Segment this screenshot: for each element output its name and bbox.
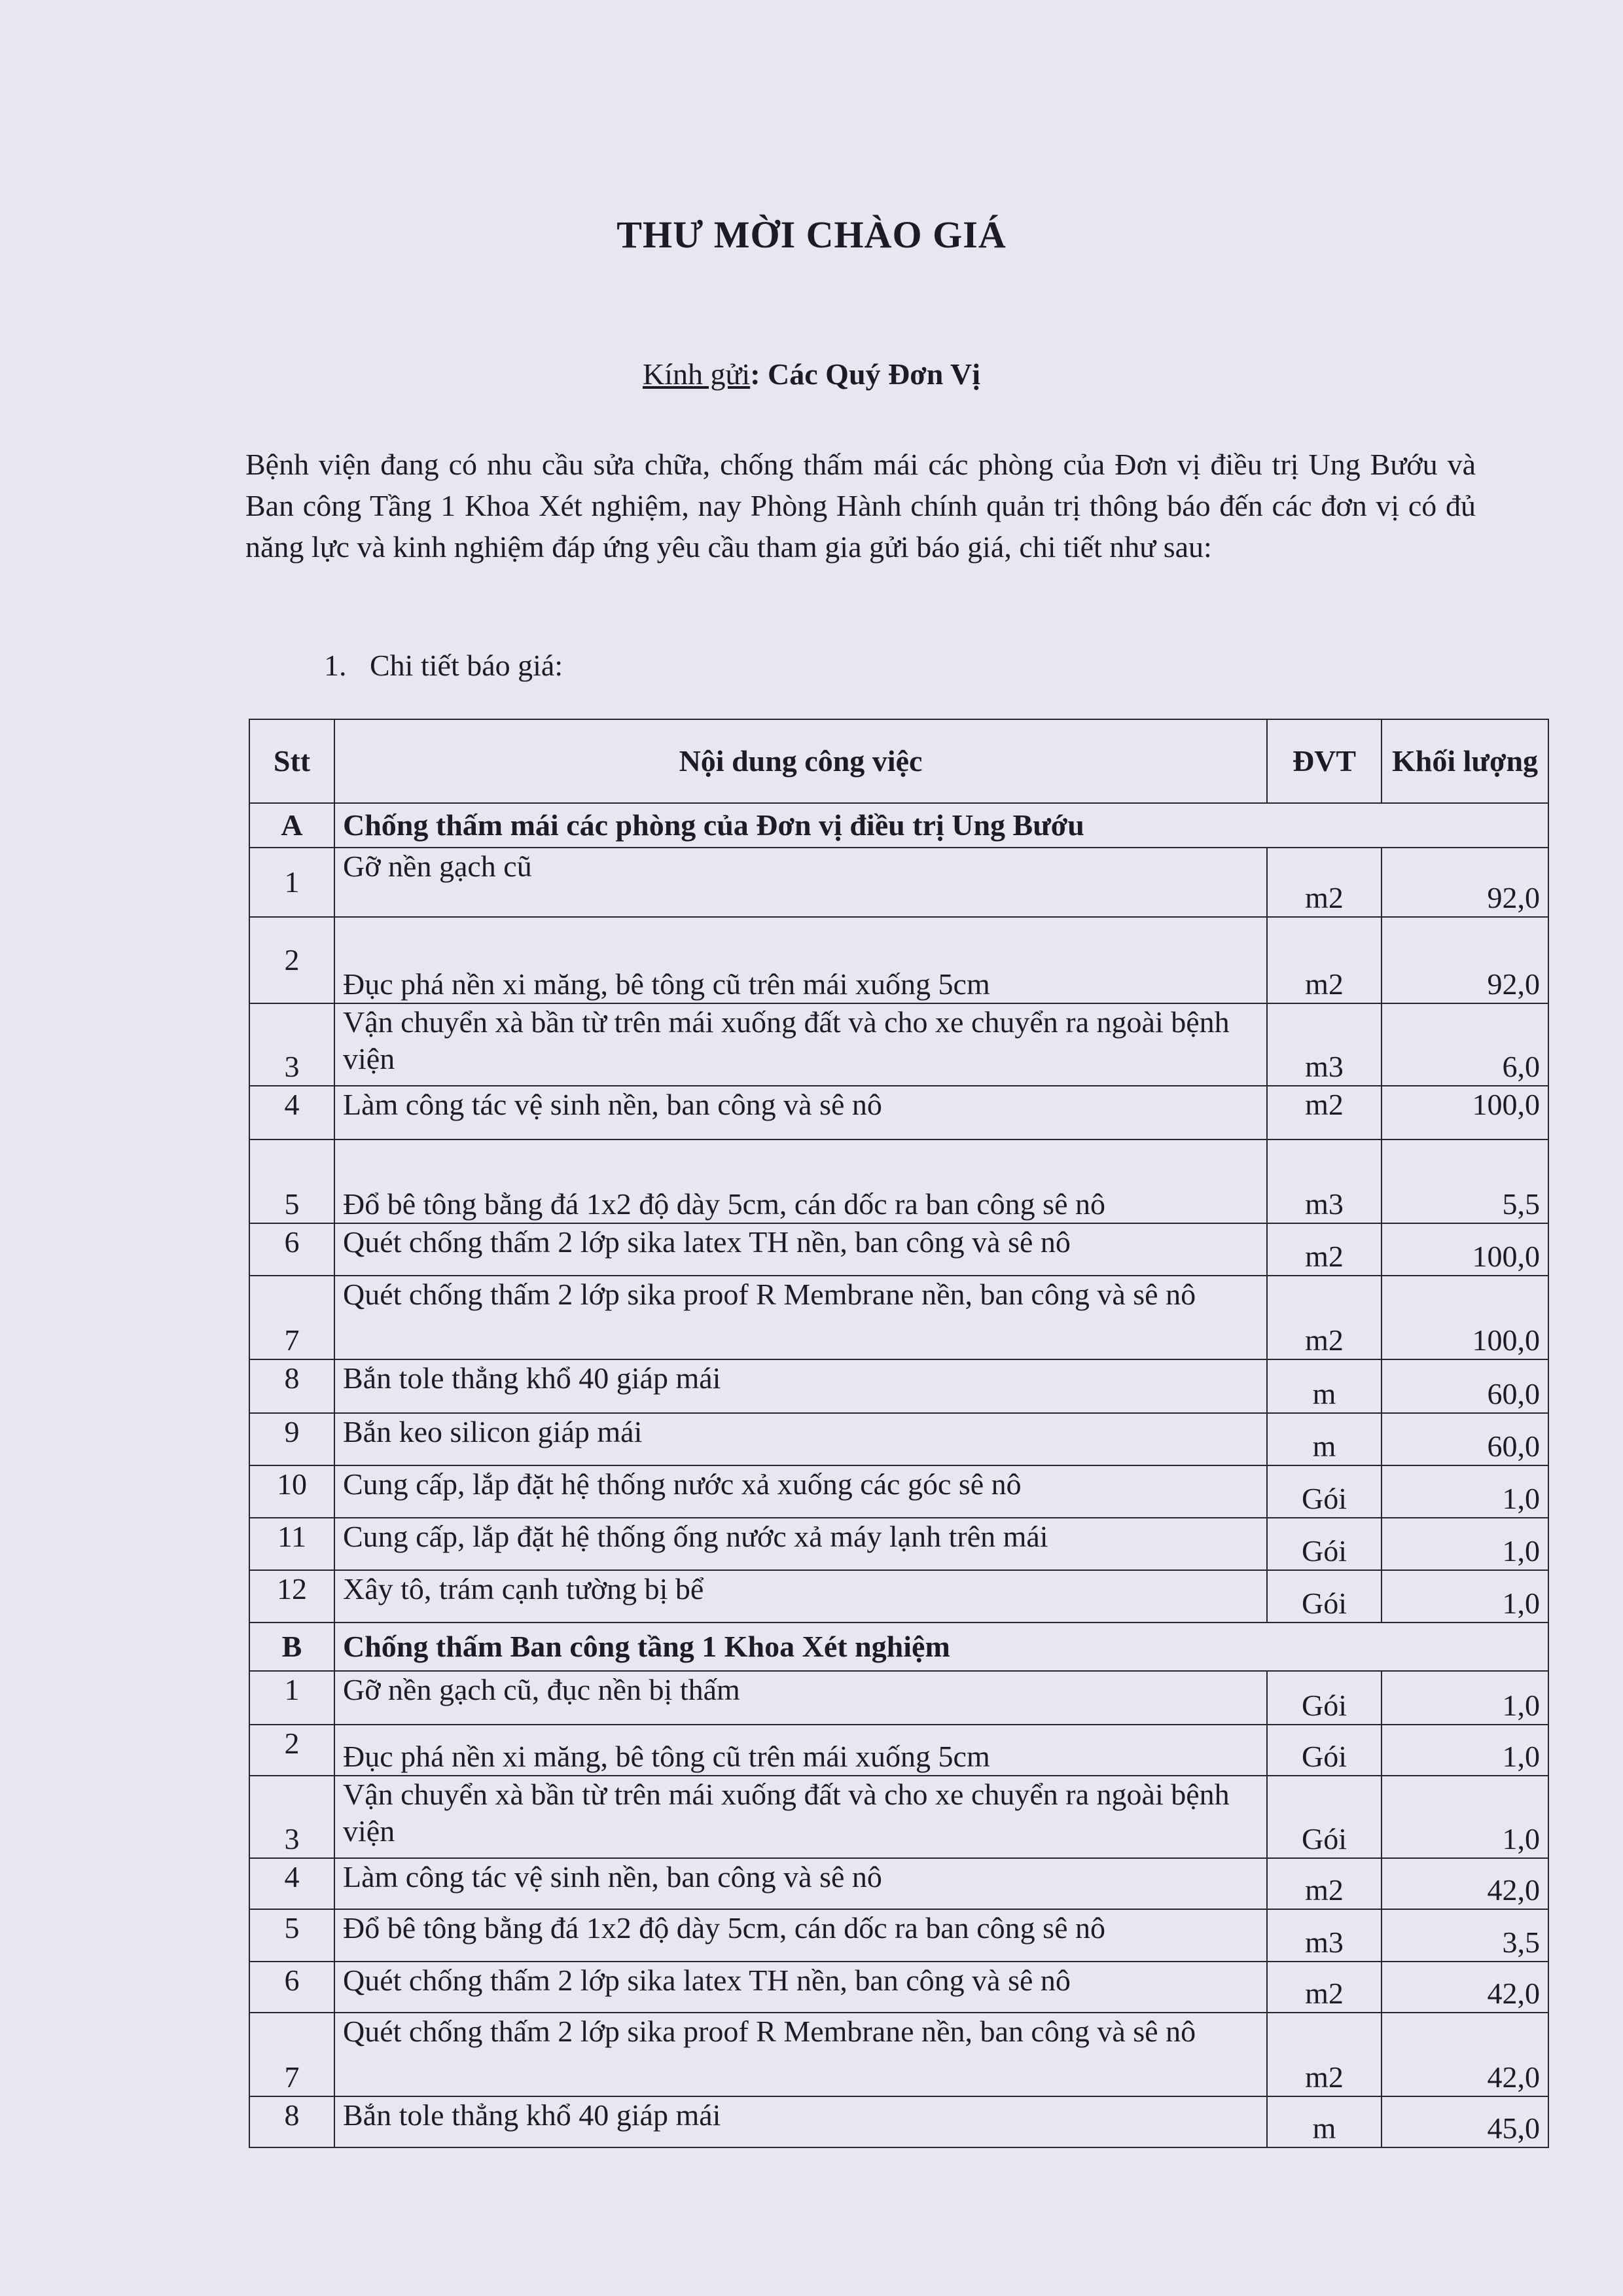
row-description: Quét chống thấm 2 lớp sika proof R Membrane nền, ban công và sê nô <box>334 2013 1267 2096</box>
row-quantity: 1,0 <box>1382 1465 1548 1518</box>
document-title: THƯ MỜI CHÀO GIÁ <box>616 213 1007 256</box>
row-stt: 3 <box>249 1003 334 1086</box>
row-stt: 5 <box>249 1909 334 1962</box>
row-stt: 9 <box>249 1413 334 1465</box>
table-row <box>249 1223 1548 1276</box>
group-row-b <box>249 1623 1548 1671</box>
row-unit: m2 <box>1267 1276 1382 1359</box>
row-quantity: 42,0 <box>1382 2013 1548 2096</box>
row-description: Gỡ nền gạch cũ, đục nền bị thấm <box>334 1671 1267 1725</box>
row-description: Bắn keo silicon giáp mái <box>334 1413 1267 1465</box>
row-unit: Gói <box>1267 1725 1382 1776</box>
table-row <box>249 1858 1548 1909</box>
row-description: Đổ bê tông bằng đá 1x2 độ dày 5cm, cán dốc ra ban công sê nô <box>334 1909 1267 1962</box>
row-stt: 2 <box>249 917 334 1003</box>
table-row <box>249 1276 1548 1359</box>
table-row <box>249 1518 1548 1570</box>
row-quantity: 1,0 <box>1382 1518 1548 1570</box>
group-title: Chống thấm Ban công tầng 1 Khoa Xét nghiệm <box>334 1623 1548 1671</box>
row-unit: m <box>1267 1413 1382 1465</box>
intro-paragraph: Bệnh viện đang có nhu cầu sửa chữa, chống thấm mái các phòng của Đơn vị điều trị Ung Bướu và Ban công Tầng 1 Khoa Xét nghiệm, nay Phòng Hành chính quản trị thông báo đến các đơn vị có đủ năng lực và kinh nghiệm đáp ứng yêu cầu tham gia gửi báo giá, chi tiết như sau: <box>245 448 1476 564</box>
row-quantity: 1,0 <box>1382 1671 1548 1725</box>
row-quantity: 1,0 <box>1382 1776 1548 1858</box>
row-unit: Gói <box>1267 1465 1382 1518</box>
greeting-prefix: Kính gửi <box>643 357 751 391</box>
row-quantity: 45,0 <box>1382 2096 1548 2147</box>
row-unit: Gói <box>1267 1518 1382 1570</box>
row-description: Vận chuyển xà bần từ trên mái xuống đất và cho xe chuyển ra ngoài bệnh viện <box>334 1776 1267 1858</box>
group-code: A <box>249 803 334 848</box>
table-row <box>249 1465 1548 1518</box>
row-unit: m3 <box>1267 1003 1382 1086</box>
quotation-table <box>249 719 1549 2148</box>
row-unit: m <box>1267 2096 1382 2147</box>
row-quantity: 3,5 <box>1382 1909 1548 1962</box>
row-unit: m <box>1267 1359 1382 1413</box>
row-stt: 6 <box>249 1223 334 1276</box>
header-unit: ĐVT <box>1267 719 1382 803</box>
section-heading <box>324 648 563 683</box>
row-stt: 12 <box>249 1570 334 1623</box>
row-stt: 8 <box>249 2096 334 2147</box>
row-quantity: 42,0 <box>1382 1962 1548 2013</box>
row-description: Bắn tole thẳng khổ 40 giáp mái <box>334 2096 1267 2147</box>
table-row <box>249 2096 1548 2147</box>
row-quantity: 42,0 <box>1382 1858 1548 1909</box>
row-quantity: 92,0 <box>1382 848 1548 917</box>
row-unit: m3 <box>1267 1139 1382 1223</box>
row-stt: 1 <box>249 848 334 917</box>
header-stt: Stt <box>249 719 334 803</box>
table-row <box>249 848 1548 917</box>
row-stt: 8 <box>249 1359 334 1413</box>
table-row <box>249 1359 1548 1413</box>
row-description: Đục phá nền xi măng, bê tông cũ trên mái xuống 5cm <box>334 1725 1267 1776</box>
row-description: Quét chống thấm 2 lớp sika latex TH nền, ban công và sê nô <box>334 1223 1267 1276</box>
row-quantity: 1,0 <box>1382 1570 1548 1623</box>
table-row <box>249 1962 1548 2013</box>
row-stt: 6 <box>249 1962 334 2013</box>
greeting-line <box>0 357 1623 391</box>
row-unit: m2 <box>1267 2013 1382 2096</box>
row-stt: 7 <box>249 2013 334 2096</box>
section-number: 1. <box>324 649 347 682</box>
row-quantity: 6,0 <box>1382 1003 1548 1086</box>
row-description: Cung cấp, lắp đặt hệ thống ống nước xả máy lạnh trên mái <box>334 1518 1267 1570</box>
row-description: Cung cấp, lắp đặt hệ thống nước xả xuống các góc sê nô <box>334 1465 1267 1518</box>
row-quantity: 100,0 <box>1382 1276 1548 1359</box>
row-description: Vận chuyển xà bần từ trên mái xuống đất và cho xe chuyển ra ngoài bệnh viện <box>334 1003 1267 1086</box>
row-description: Làm công tác vệ sinh nền, ban công và sê nô <box>334 1858 1267 1909</box>
table-row <box>249 2013 1548 2096</box>
header-quantity: Khối lượng <box>1382 719 1548 803</box>
table-header-row <box>249 719 1548 803</box>
row-unit: m2 <box>1267 1962 1382 2013</box>
row-stt: 11 <box>249 1518 334 1570</box>
row-unit: m2 <box>1267 1086 1382 1139</box>
row-description: Gỡ nền gạch cũ <box>334 848 1267 917</box>
row-unit: m2 <box>1267 848 1382 917</box>
row-unit: Gói <box>1267 1776 1382 1858</box>
group-title: Chống thấm mái các phòng của Đơn vị điều trị Ung Bướu <box>334 803 1548 848</box>
row-unit: m3 <box>1267 1909 1382 1962</box>
row-stt: 7 <box>249 1276 334 1359</box>
row-unit: m2 <box>1267 1858 1382 1909</box>
table-row <box>249 1725 1548 1776</box>
table-row <box>249 1139 1548 1223</box>
row-stt: 2 <box>249 1725 334 1776</box>
table-row <box>249 1003 1548 1086</box>
row-quantity: 1,0 <box>1382 1725 1548 1776</box>
row-description: Quét chống thấm 2 lớp sika latex TH nền, ban công và sê nô <box>334 1962 1267 2013</box>
row-description: Đục phá nền xi măng, bê tông cũ trên mái xuống 5cm <box>334 917 1267 1003</box>
table-row <box>249 1086 1548 1139</box>
group-code: B <box>249 1623 334 1671</box>
group-row-a <box>249 803 1548 848</box>
row-quantity: 60,0 <box>1382 1359 1548 1413</box>
table-row <box>249 1671 1548 1725</box>
table-row <box>249 1413 1548 1465</box>
row-stt: 4 <box>249 1858 334 1909</box>
row-quantity: 92,0 <box>1382 917 1548 1003</box>
row-quantity: 100,0 <box>1382 1086 1548 1139</box>
row-description: Làm công tác vệ sinh nền, ban công và sê nô <box>334 1086 1267 1139</box>
greeting-recipient: : Các Quý Đơn Vị <box>750 357 980 391</box>
row-stt: 4 <box>249 1086 334 1139</box>
row-quantity: 5,5 <box>1382 1139 1548 1223</box>
row-description: Quét chống thấm 2 lớp sika proof R Membrane nền, ban công và sê nô <box>334 1276 1267 1359</box>
row-stt: 1 <box>249 1671 334 1725</box>
table-row <box>249 917 1548 1003</box>
header-description: Nội dung công việc <box>334 719 1267 803</box>
row-stt: 10 <box>249 1465 334 1518</box>
row-quantity: 100,0 <box>1382 1223 1548 1276</box>
row-quantity: 60,0 <box>1382 1413 1548 1465</box>
section-label: Chi tiết báo giá: <box>370 649 563 682</box>
row-unit: m2 <box>1267 917 1382 1003</box>
table-row <box>249 1909 1548 1962</box>
row-unit: Gói <box>1267 1671 1382 1725</box>
table-row <box>249 1776 1548 1858</box>
row-stt: 5 <box>249 1139 334 1223</box>
row-description: Xây tô, trám cạnh tường bị bể <box>334 1570 1267 1623</box>
row-unit: Gói <box>1267 1570 1382 1623</box>
row-stt: 3 <box>249 1776 334 1858</box>
row-description: Bắn tole thẳng khổ 40 giáp mái <box>334 1359 1267 1413</box>
row-description: Đổ bê tông bằng đá 1x2 độ dày 5cm, cán dốc ra ban công sê nô <box>334 1139 1267 1223</box>
row-unit: m2 <box>1267 1223 1382 1276</box>
table-row <box>249 1570 1548 1623</box>
